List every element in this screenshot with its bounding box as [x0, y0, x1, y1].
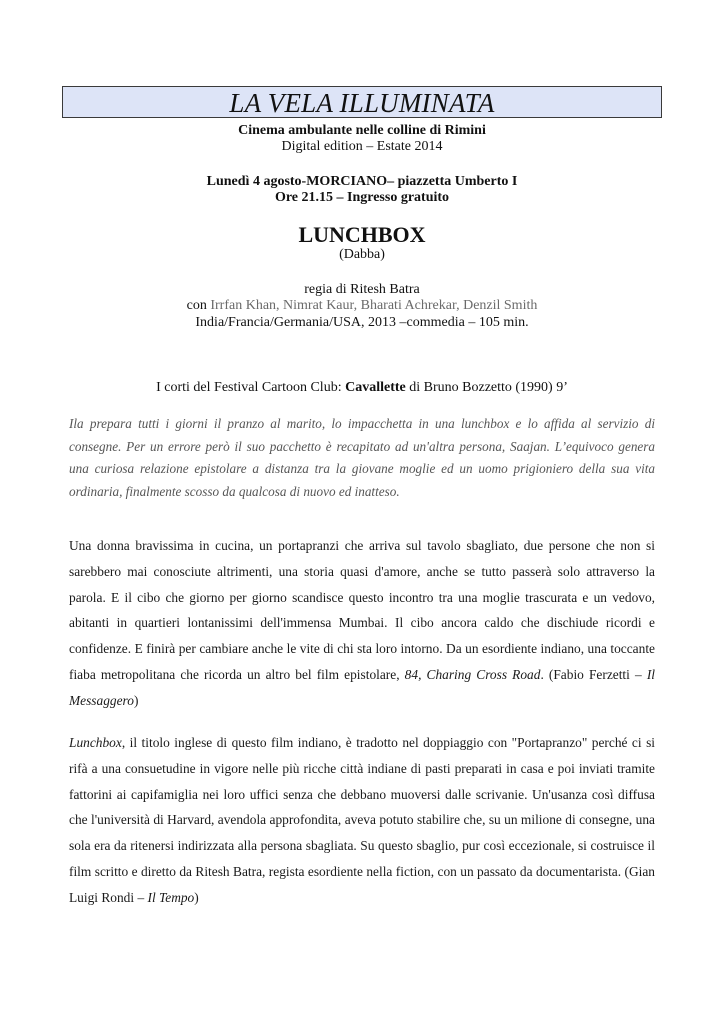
title-banner [62, 86, 662, 118]
cast-names: Irrfan Khan, Nimrat Kaur, Bharati Achrekar, Denzil Smith [210, 298, 538, 313]
film-original-title: (Dabba) [339, 247, 385, 262]
short-film-title: Cavallette [345, 380, 406, 395]
review-1-credit-suffix: ) [133, 692, 139, 708]
review-1-ref-title: 84, Charing Cross Road [404, 666, 541, 682]
review-1-text: Una donna bravissima in cucina, un portapranzi che arriva sul tavolo sbagliato, due persone che non si sarebbero mai conosciute altrimenti, una storia quasi d'amore, anche se tutto passerà solo attraverso la parola. E il cibo che giorno per giorno scandisce questo incontro tra una moglie trascurata e un vedovo, abitanti in quartieri lontanissimi dell'immensa Mumbai. Il cibo ancora caldo che dischiude ricordi e confidenze. E finirà per cambiare anche le vite di chi sta loro intorno. Da un esordiente indiano, una toccante fiaba metropolitana che ricorda un altro bel film epistolare, [69, 538, 655, 682]
page-title: LA VELA ILLUMINATA [229, 88, 495, 118]
short-films-suffix: di Bruno Bozzetto (1990) 9’ [405, 380, 568, 395]
review-2-lead: Lunchbox [69, 735, 122, 750]
review-paragraph-1 [69, 533, 655, 714]
edition-line: Digital edition – Estate 2014 [281, 139, 443, 154]
film-director: regia di Ritesh Batra [304, 282, 420, 297]
event-date-place: Lunedì 4 agosto-MORCIANO– piazzetta Umberto I [206, 174, 518, 189]
subtitle: Cinema ambulante nelle colline di Rimini [238, 123, 486, 138]
event-time-entry: Ore 21.15 – Ingresso gratuito [274, 190, 450, 205]
review-1-credit-prefix: . (Fabio Ferzetti – [540, 666, 647, 682]
review-2-source: Il Tempo [147, 889, 195, 905]
short-films-line [0, 380, 724, 396]
film-title: LUNCHBOX [298, 222, 426, 247]
cast-prefix: con [186, 298, 211, 313]
review-2-text: , il titolo inglese di questo film indiano, è tradotto nel doppiaggio con "Portapranzo" perché ci si rifà a una consuetudine in vigore nelle più ricche città indiane di pasti preparati in casa e poi inviati tramite fattorini ai capifamiglia nei loro uffici senza che debbano muoversi dalle scrivanie. Un'usanza così diffusa che l'università di Harvard, avendola approfondita, aveva potuto stabilire che, su un milione di consegne, una sola era da ritenersi indirizzata alla persona sbagliata. Su questo sbaglio, pur così eccezionale, si costruisce il film scritto e diretto da Ritesh Batra, regista esordiente nella fiction, con un passato da documentarista. (Gian Luigi Rondi – [69, 735, 655, 905]
review-2-credit-suffix: ) [194, 889, 199, 905]
review-1-source: Il Messaggero [69, 666, 655, 708]
review-paragraph-2 [69, 730, 655, 911]
film-cast [0, 298, 724, 314]
film-info: India/Francia/Germania/USA, 2013 –commedia – 105 min. [195, 315, 529, 330]
short-films-prefix: I corti del Festival Cartoon Club: [156, 380, 346, 395]
film-synopsis: Ila prepara tutti i giorni il pranzo al marito, lo impacchetta in una lunchbox e lo affida al servizio di consegne. Per un errore però il suo pacchetto è recapitato ad un'altra persona, Saajan. L’equivoco genera una curiosa relazione epistolare a distanza tra la giovane moglie ed un uomo prigioniero della sua vita ordinaria, finalmente scosso da qualcosa di nuovo ed inatteso. [69, 416, 655, 499]
